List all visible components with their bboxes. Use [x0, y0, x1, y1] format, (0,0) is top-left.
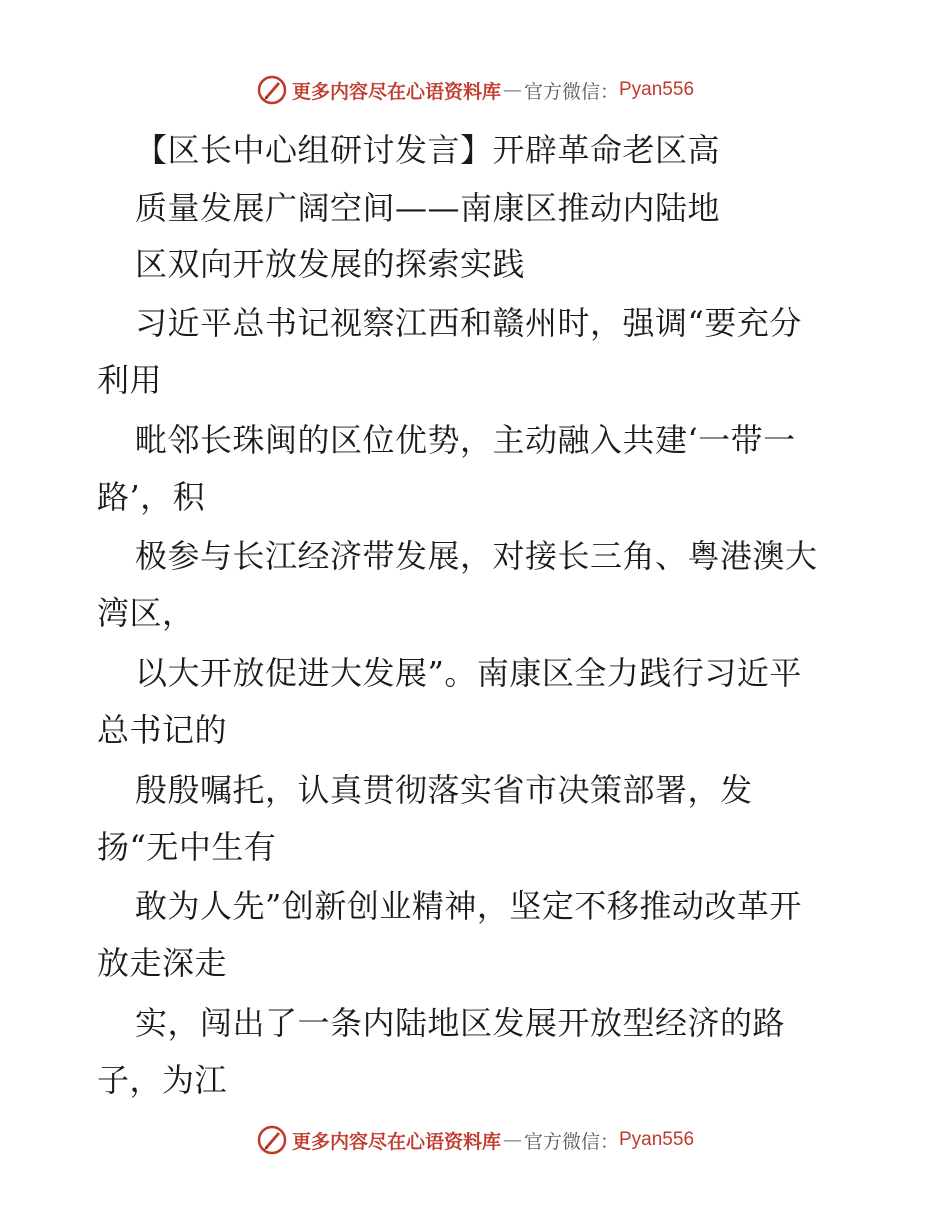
paragraph-line: 以大开放促进大发展”。南康区全力践行习近平 — [135, 654, 802, 692]
banner-text: 更多内容尽在心语资料库 — [291, 1130, 501, 1153]
paragraph-line: 湾区， — [97, 594, 195, 632]
paragraph-line: 路’，积 — [97, 478, 206, 516]
title-line-2: 质量发展广阔空间——南康区推动内陆地 — [135, 189, 721, 227]
banner-dash: — — [502, 1129, 522, 1151]
banner-dash: — — [502, 79, 522, 101]
banner-wechat-id: Pyan556 — [619, 1129, 695, 1150]
banner-label: 官方微信： — [523, 1130, 619, 1153]
paragraph-line: 利用 — [97, 361, 163, 399]
footer-banner — [0, 1120, 950, 1160]
paragraph-line: 毗邻长珠闽的区位优势，主动融入共建‘一带一 — [135, 421, 796, 459]
paragraph-line: 实，闯出了一条内陆地区发展开放型经济的路 — [135, 1004, 786, 1042]
banner-label: 官方微信： — [523, 80, 619, 103]
banner-wechat-id: Pyan556 — [619, 79, 695, 100]
paragraph-line: 敢为人先”创新创业精神，坚定不移推动改革开 — [135, 887, 802, 925]
header-banner — [0, 70, 950, 110]
quill-logo-icon — [256, 1124, 288, 1156]
title-line-1: 【区长中心组研讨发言】开辟革命老区高 — [135, 131, 721, 169]
paragraph-line: 放走深走 — [97, 944, 228, 982]
paragraph-line: 扬“无中生有 — [97, 828, 277, 866]
title-line-3: 区双向开放发展的探索实践 — [135, 245, 526, 283]
paragraph-line: 子，为江 — [97, 1061, 228, 1099]
banner-text: 更多内容尽在心语资料库 — [291, 80, 501, 103]
quill-logo-icon — [256, 74, 288, 106]
paragraph-line: 殷殷嘱托，认真贯彻落实省市决策部署，发 — [135, 771, 753, 809]
paragraph-line: 极参与长江经济带发展，对接长三角、粤港澳大 — [135, 537, 818, 575]
paragraph-line: 习近平总书记视察江西和赣州时，强调“要充分 — [135, 304, 802, 342]
paragraph-line: 总书记的 — [97, 711, 228, 749]
